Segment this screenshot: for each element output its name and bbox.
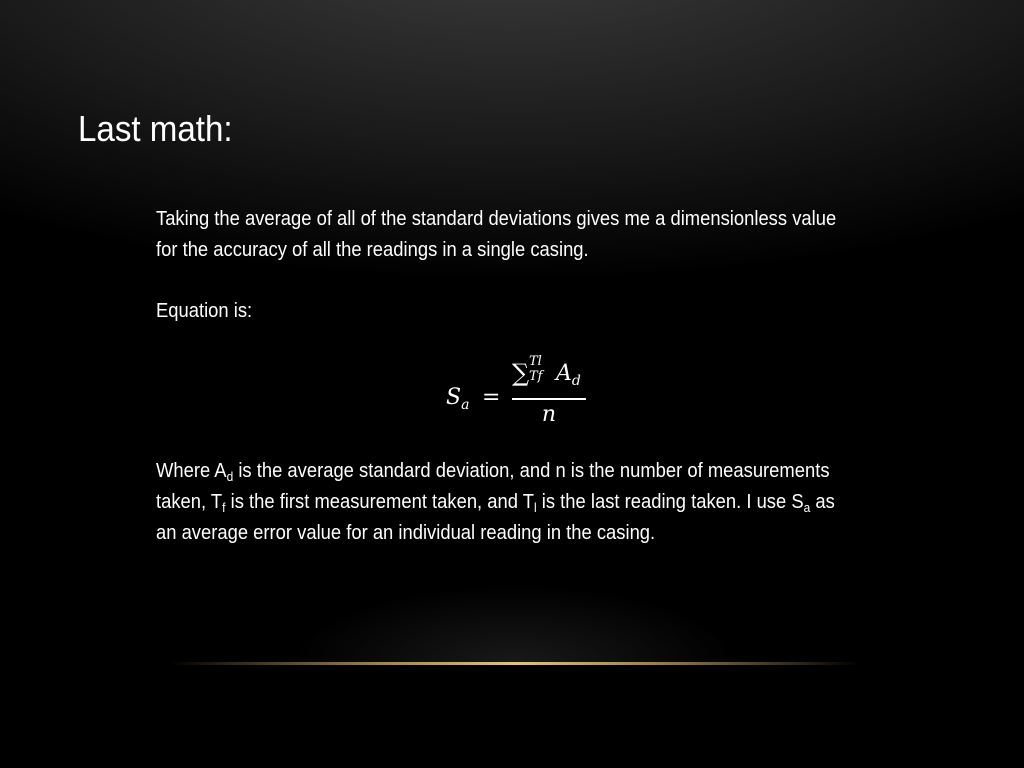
decorative-accent-line <box>170 662 860 665</box>
fraction-denominator: n <box>541 402 557 427</box>
explanation-part-2: is the average standard deviation, and n is the number of measurements taken, T <box>156 460 830 513</box>
equation-label: Equation is: <box>156 300 253 322</box>
lhs-symbol: S <box>446 385 462 410</box>
equation-fraction <box>512 354 586 427</box>
term-subscript: d <box>571 373 581 389</box>
explanation-subscript-a: a <box>803 500 811 515</box>
explanation-text <box>156 456 855 549</box>
explanation-subscript-f: f <box>222 500 226 515</box>
equation-lhs <box>446 385 470 413</box>
equation-label-paragraph <box>156 296 855 327</box>
sum-symbol: ∑ <box>512 359 530 387</box>
explanation-part-4: is the last reading taken. I use S <box>536 491 804 513</box>
sum-upper-limit: Tl <box>529 354 542 369</box>
equals-sign: = <box>482 385 501 410</box>
explanation-paragraph <box>156 456 855 549</box>
sum-term <box>556 361 581 389</box>
intro-text: Taking the average of all of the standard deviations gives me a dimensionless value for the accuracy of all the readings in a single casing. <box>156 208 837 261</box>
intro-paragraph <box>156 204 855 266</box>
explanation-subscript-d: d <box>226 469 234 484</box>
lhs-subscript: a <box>461 397 470 413</box>
slide-title: Last math: <box>78 108 233 149</box>
fraction-bar <box>512 398 586 400</box>
fraction-numerator <box>512 355 586 395</box>
explanation-part-5: as an average error value for an individual reading in the casing. <box>156 491 835 544</box>
explanation-part-1: Where A <box>156 460 227 482</box>
explanation-subscript-l: l <box>534 500 537 515</box>
sum-limits <box>529 355 542 383</box>
explanation-part-3: is the first measurement taken, and T <box>225 491 535 513</box>
sum-lower-limit: Tf <box>529 369 543 384</box>
decorative-glow <box>290 585 740 665</box>
term-symbol: A <box>556 361 572 386</box>
